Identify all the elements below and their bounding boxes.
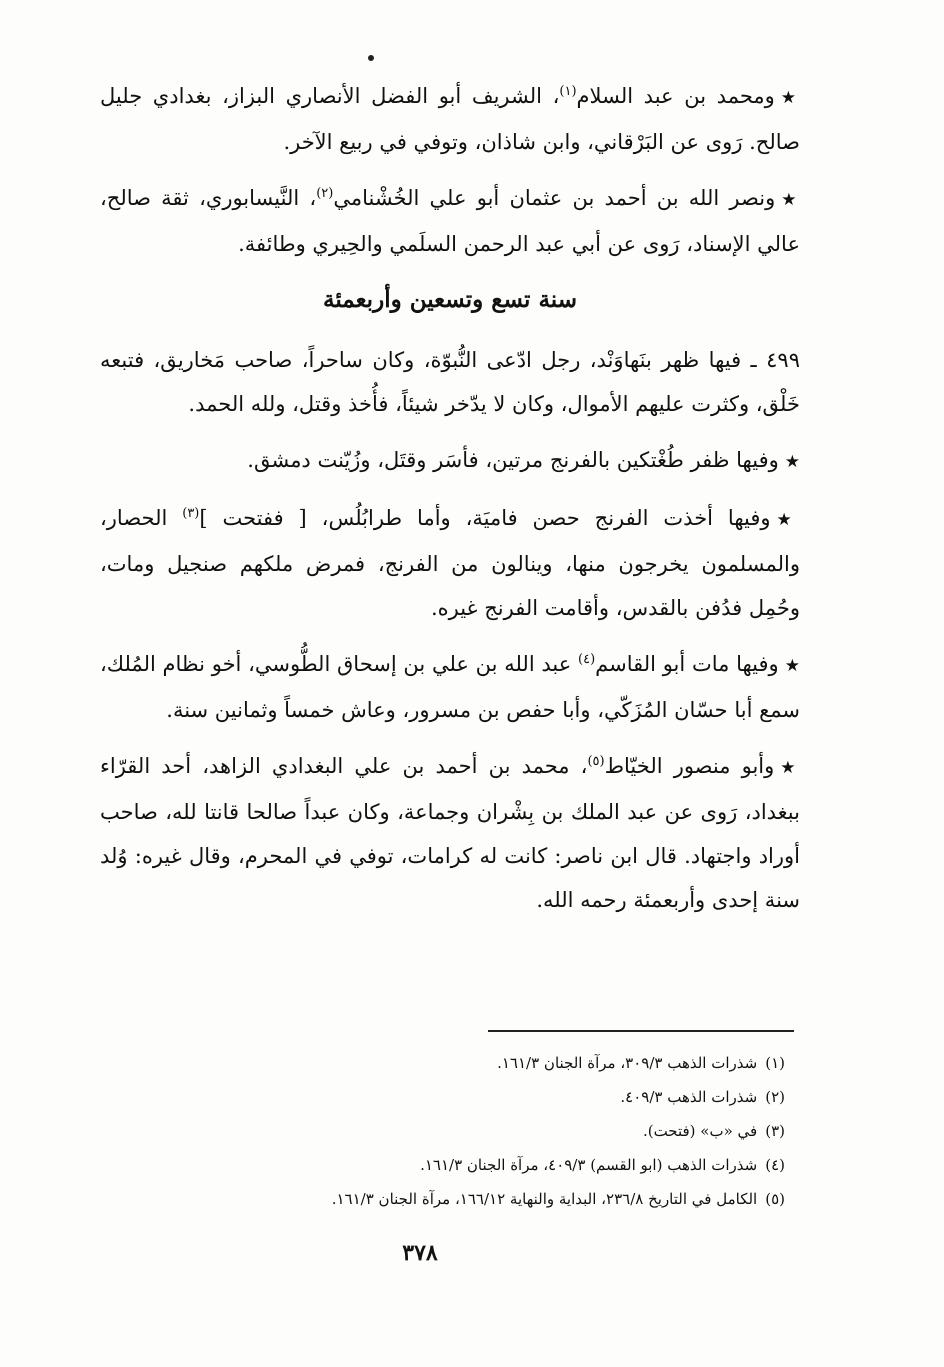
entry-paragraph — [100, 338, 800, 426]
entry-paragraph — [100, 176, 800, 266]
footnote-ref[interactable]: (٣) — [182, 506, 200, 521]
footnote-ref[interactable]: (٢) — [316, 186, 334, 201]
footnote-text: في «ب» (فتحت). — [642, 1122, 758, 1140]
footnote-number: (٢) — [765, 1088, 785, 1106]
footnote-number: (٣) — [765, 1122, 785, 1140]
footnote-ref[interactable]: (١) — [559, 84, 577, 99]
footnote-number: (٥) — [765, 1190, 785, 1208]
entry-paragraph — [100, 744, 800, 922]
entry-text: ، الشريف أبو الفضل الأنصاري البزاز، بغدادي جليل صالح. رَوى عن البَرْقاني، وابن شاذان، وتوفي في ربيع الآخر. — [100, 84, 800, 154]
footnote-item — [240, 1114, 785, 1148]
main-text — [100, 74, 800, 934]
footnote-text: شذرات الذهب ٣٠٩/٣، مرآة الجنان ١٦١/٣. — [497, 1054, 758, 1072]
footnote-text: شذرات الذهب (ابو القسم) ٤٠٩/٣، مرآة الجنان ١٦١/٣. — [420, 1156, 758, 1174]
entry-text: ، محمد بن أحمد بن علي البغدادي الزاهد، أحد القرّاء ببغداد، رَوى عن عبد الملك بن بِشْران وجماعة، وكان عبداً صالحا قانتا لله، صاحب أوراد واجتهاد. قال ابن ناصر: كانت له كرامات، توفي في المحرم، وقال غيره: وُلد سنة إحدى وأربعمئة رحمه الله. — [100, 754, 800, 912]
footnote-item — [240, 1046, 785, 1080]
entry-paragraph — [100, 74, 800, 164]
star-bullet-icon: ★ — [784, 452, 800, 472]
entry-text: ونصر الله بن أحمد بن عثمان أبو علي الخُشْنامي — [333, 186, 776, 210]
top-ornament-dot — [368, 55, 374, 61]
entry-text: ومحمد بن عبد السلام — [576, 84, 775, 108]
footnote-number: (٤) — [765, 1156, 785, 1174]
page-number: ٣٧٨ — [402, 1240, 438, 1266]
star-bullet-icon: ★ — [780, 758, 800, 778]
entry-text: وفيها ظفر طُغْتكين بالفرنج مرتين، فأسَر وقتَل، وزُيّنت دمشق. — [247, 448, 779, 472]
star-bullet-icon: ★ — [784, 656, 800, 676]
entry-text: عبد الله بن علي بن إسحاق الطُّوسي، أخو نظام المُلك، سمع أبا حسّان المُزَكّي، وأبا حفص بن مسرور، وعاش خمساً وثمانين سنة. — [100, 652, 800, 722]
year-heading: سنة تسع وتسعين وأربعمئة — [323, 286, 577, 313]
entry-paragraph — [100, 438, 800, 484]
footnote-item — [240, 1080, 785, 1114]
entry-text: ٤٩٩ ـ فيها ظهر بنَهاوَنْد، رجل ادّعى النُّبوّة، وكان ساحراً، صاحب مَخاريق، فتبعه خَلْق، وكثرت عليهم الأموال، وكان لا يدّخر شيئاً، فأُخذ وقتل، ولله الحمد. — [100, 348, 800, 416]
star-bullet-icon: ★ — [776, 510, 800, 530]
footnote-text: شذرات الذهب ٤٠٩/٣. — [620, 1088, 758, 1106]
star-bullet-icon: ★ — [781, 190, 800, 210]
footnote-text: الكامل في التاريخ ٢٣٦/٨، البداية والنهاية ١٦٦/١٢، مرآة الجنان ١٦١/٣. — [331, 1190, 758, 1208]
footnote-item — [240, 1182, 785, 1216]
footnote-ref[interactable]: (٤) — [578, 652, 596, 667]
entry-text: وفيها أخذت الفرنج حصن فاميَة، وأما طرابُلُس، [ ففتحت ] — [199, 506, 771, 530]
entry-text: ، النَّيسابوري، ثقة صالح، عالي الإسناد، رَوى عن أبي عبد الرحمن السلَمي والحِيري وطائفة. — [100, 186, 800, 256]
entry-text: وفيها مات أبو القاسم — [595, 652, 779, 676]
entry-text: وأبو منصور الخيّاط — [604, 754, 775, 778]
footnote-ref[interactable]: (٥) — [587, 754, 605, 769]
footnote-divider — [488, 1030, 794, 1032]
entry-paragraph — [100, 496, 800, 630]
entry-paragraph — [100, 642, 800, 732]
star-bullet-icon: ★ — [780, 88, 800, 108]
footnote-item — [240, 1148, 785, 1182]
footnote-number: (١) — [765, 1054, 785, 1072]
entry-text: الحصار، والمسلمون يخرجون منها، وينالون من الفرنج، فمرض ملكهم صنجيل ومات، وحُمِل فدُفن بالقدس، وأقامت الفرنج غيره. — [100, 506, 800, 620]
footnotes — [240, 1046, 785, 1216]
